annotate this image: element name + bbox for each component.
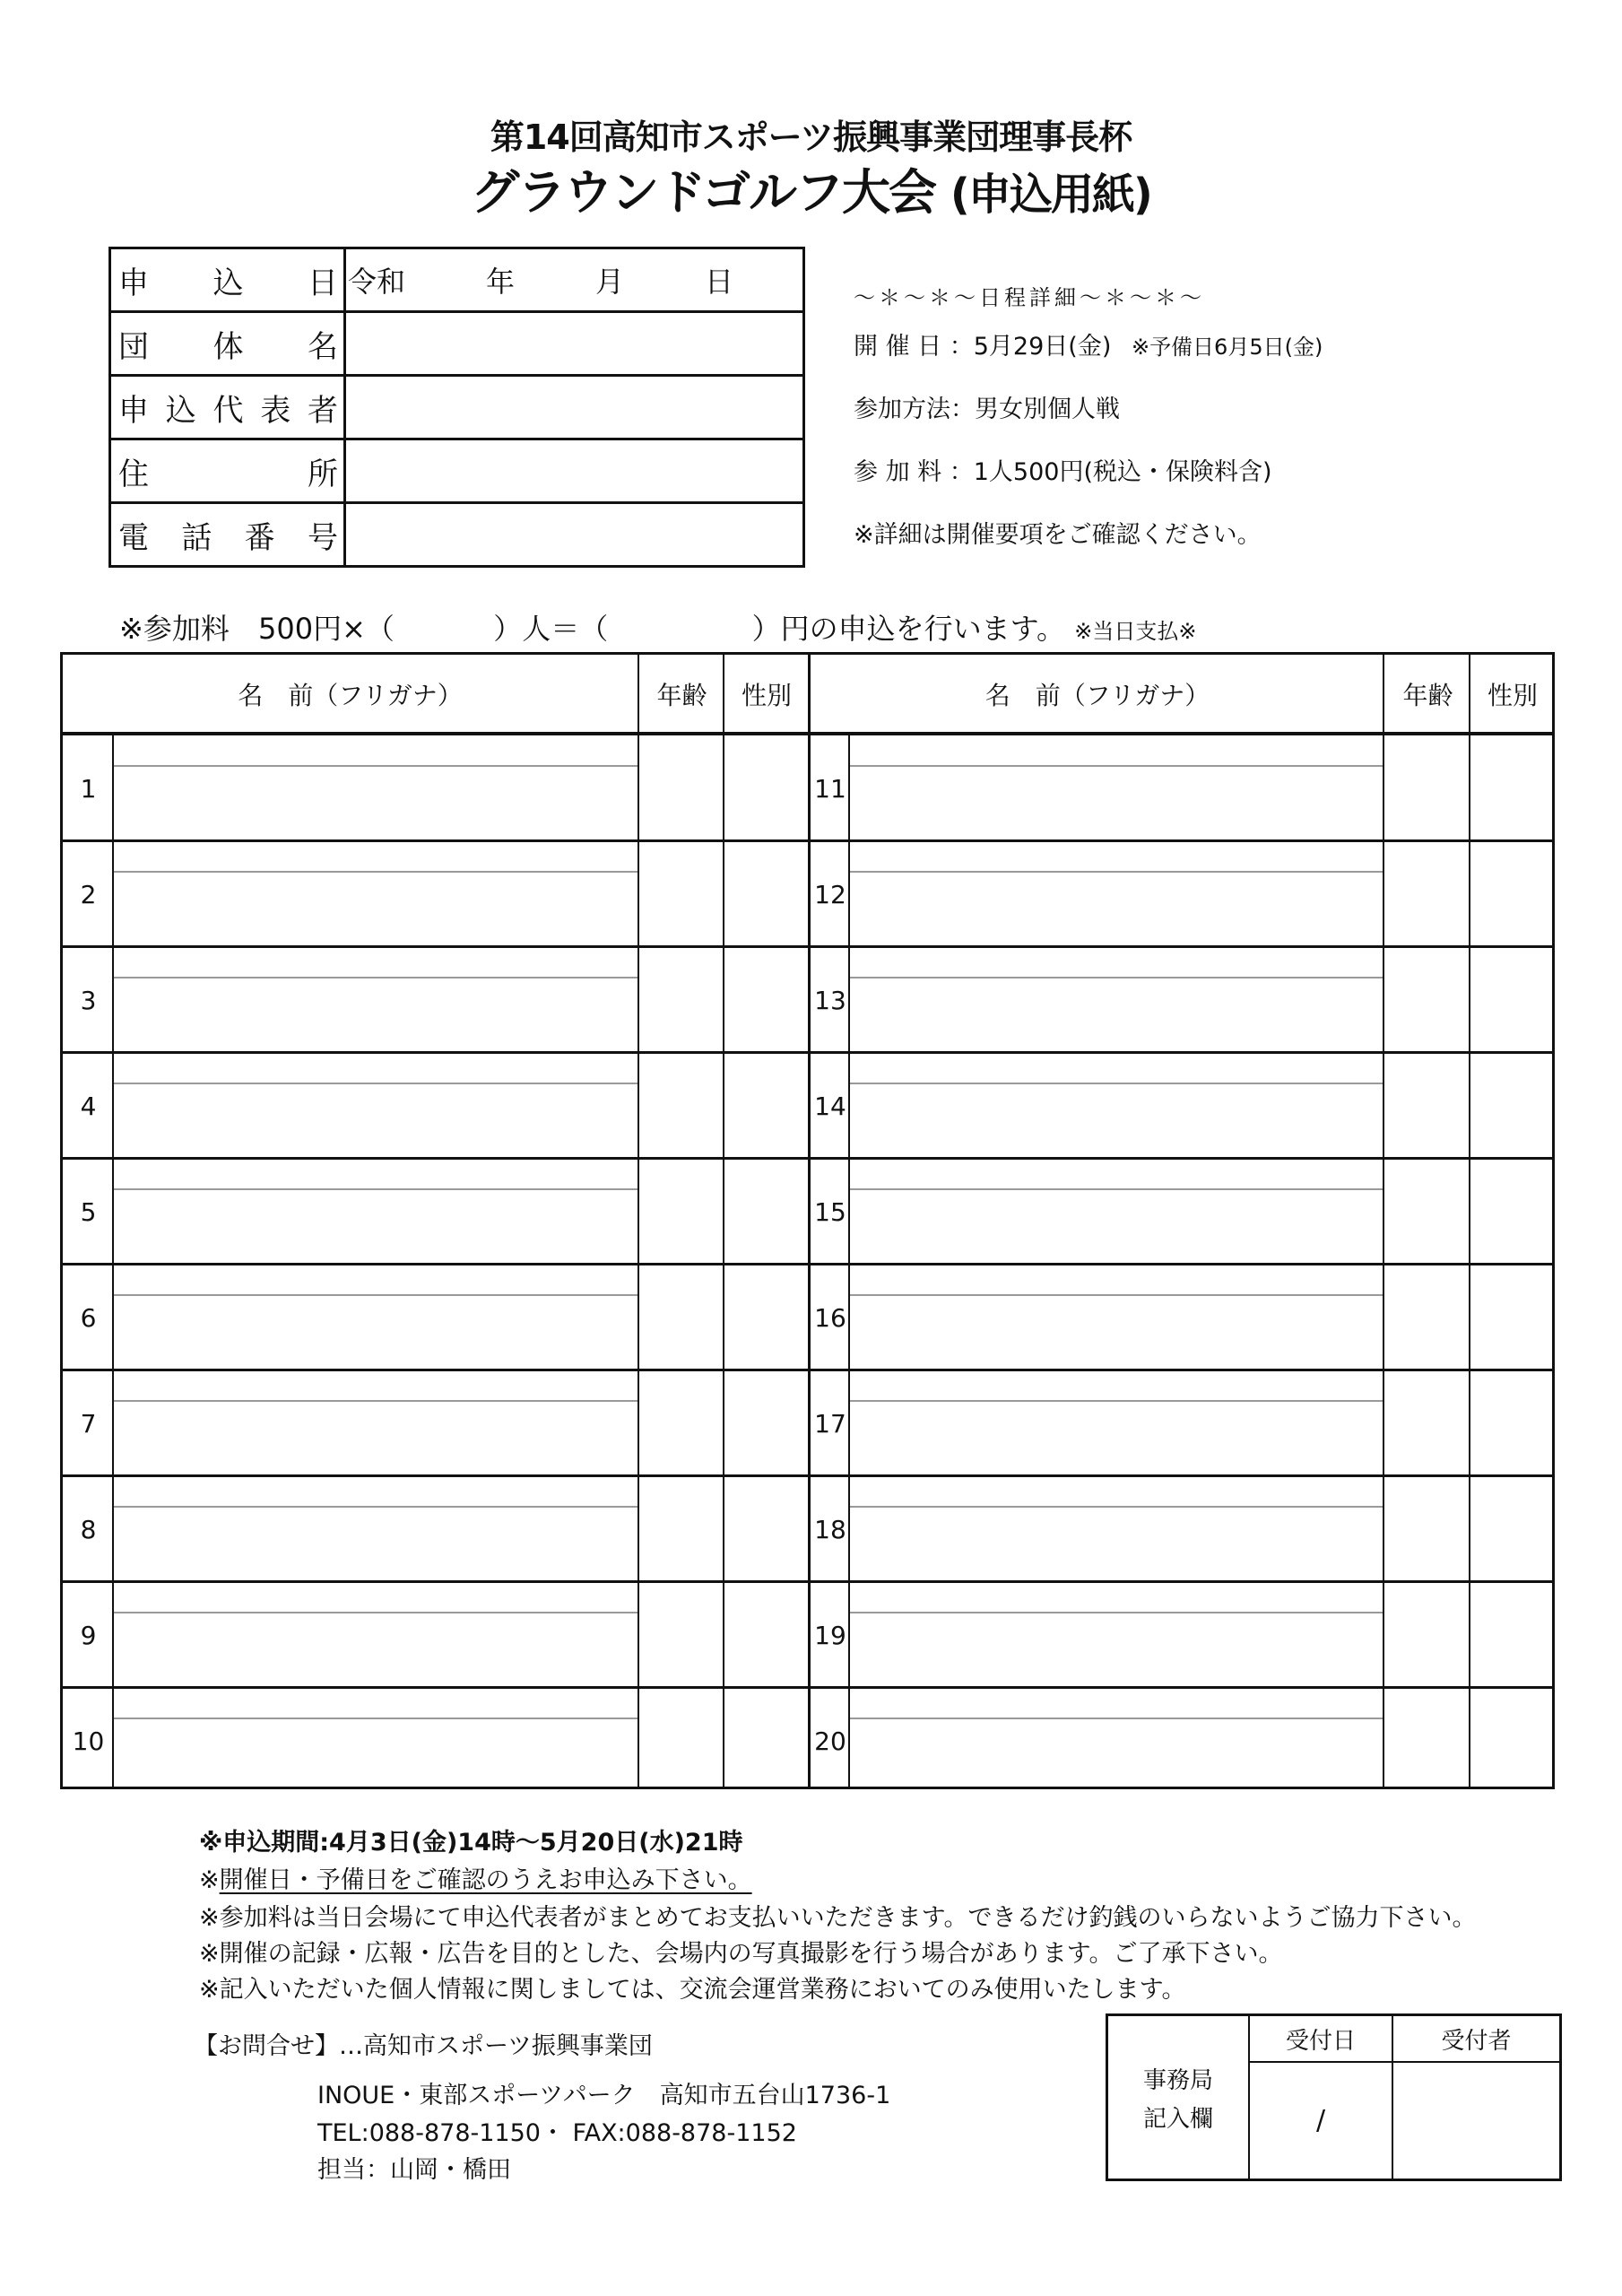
- note-privacy: ※記入いただいた個人情報に関しましては、交流会運営業務においてのみ使用いたします。: [199, 1976, 1186, 2004]
- row-number: 19: [814, 1620, 846, 1650]
- label-char: 名: [308, 328, 338, 365]
- group-name-field[interactable]: [346, 313, 802, 374]
- header-name-left: 名 前（フリガナ）: [238, 680, 463, 710]
- name-field-10[interactable]: [114, 1688, 638, 1791]
- event-date: 開 催 日 ：5月29日(金): [854, 333, 1112, 361]
- name-field-20[interactable]: [850, 1688, 1383, 1791]
- note-photo: ※開催の記録・広報・広告を目的とした、会場内の写真撮影を行う場合があります。ご了承下さい。: [199, 1940, 1283, 1968]
- age-field-19[interactable]: [1384, 1582, 1469, 1685]
- month-label: 月: [595, 265, 625, 299]
- fee-label: ※参加料: [119, 612, 230, 646]
- label-group-name: [111, 313, 346, 374]
- office-label-line1: 事務局: [1142, 2066, 1213, 2094]
- sex-field-10[interactable]: [724, 1688, 808, 1791]
- name-field-6[interactable]: [114, 1265, 638, 1368]
- age-field-2[interactable]: [639, 841, 723, 944]
- row-number: 4: [80, 1091, 97, 1121]
- label-char: 団: [118, 328, 149, 365]
- age-field-9[interactable]: [639, 1582, 723, 1685]
- label-char: 電: [118, 519, 149, 556]
- label-representative: [111, 377, 346, 438]
- table-column-line: [808, 655, 811, 1787]
- label-char: 号: [307, 519, 338, 556]
- name-field-7[interactable]: [114, 1370, 638, 1474]
- label-address: [111, 440, 346, 501]
- sex-field-13[interactable]: [1470, 947, 1555, 1050]
- row-address: [111, 438, 802, 501]
- fee-unit: 500円×（: [258, 612, 395, 646]
- label-char: 話: [181, 519, 213, 556]
- note-mark: ※: [199, 1866, 220, 1894]
- sex-field-15[interactable]: [1470, 1159, 1555, 1262]
- row-number: 7: [80, 1408, 97, 1439]
- row-number: 20: [814, 1726, 846, 1756]
- representative-field[interactable]: [346, 377, 802, 438]
- office-use-box: [1106, 2013, 1562, 2181]
- label-char: 表: [260, 392, 291, 429]
- age-field-6[interactable]: [639, 1265, 723, 1368]
- office-label: [1108, 2016, 1248, 2179]
- age-field-1[interactable]: [639, 735, 723, 839]
- sex-field-1[interactable]: [724, 735, 808, 839]
- sex-field-7[interactable]: [724, 1370, 808, 1474]
- header-sex-right: 性別: [1487, 680, 1538, 710]
- phone-field[interactable]: [346, 504, 802, 565]
- title-line2: [0, 154, 1622, 223]
- sex-field-8[interactable]: [724, 1476, 808, 1579]
- label-char: 申: [118, 265, 149, 301]
- age-field-18[interactable]: [1384, 1476, 1469, 1579]
- sex-field-18[interactable]: [1470, 1476, 1555, 1579]
- name-field-17[interactable]: [850, 1370, 1383, 1474]
- label-application-date: [111, 249, 346, 310]
- day-label: 日: [705, 265, 734, 299]
- age-field-4[interactable]: [639, 1053, 723, 1156]
- sex-field-17[interactable]: [1470, 1370, 1555, 1474]
- title-line1: 第14回高知市スポーツ振興事業団理事長杯: [490, 117, 1132, 157]
- contact-phone: TEL:088-878-1150・ FAX:088-878-1152: [317, 2119, 797, 2147]
- name-field-2[interactable]: [114, 841, 638, 944]
- name-field-15[interactable]: [850, 1159, 1383, 1262]
- label-char: 日: [308, 265, 338, 301]
- name-field-8[interactable]: [114, 1476, 638, 1579]
- row-number: 13: [814, 985, 846, 1015]
- row-number: 1: [80, 773, 97, 804]
- header-sex-left: 性別: [741, 680, 792, 710]
- sex-field-3[interactable]: [724, 947, 808, 1050]
- row-number: 16: [814, 1302, 846, 1333]
- office-col-date: 受付日: [1285, 2027, 1356, 2055]
- office-date-field[interactable]: /: [1315, 2105, 1326, 2136]
- age-field-13[interactable]: [1384, 947, 1469, 1050]
- sex-field-6[interactable]: [724, 1265, 808, 1368]
- age-field-12[interactable]: [1384, 841, 1469, 944]
- name-field-3[interactable]: [114, 947, 638, 1050]
- schedule-note: ※詳細は開催要項をご確認ください。: [854, 521, 1262, 549]
- age-field-17[interactable]: [1384, 1370, 1469, 1474]
- age-field-5[interactable]: [639, 1159, 723, 1262]
- fee-line: [119, 606, 1196, 648]
- name-field-16[interactable]: [850, 1265, 1383, 1368]
- contact-staff: 担当：山岡・橋田: [317, 2156, 511, 2184]
- fee-tail: ）円の申込を行います。: [751, 612, 1066, 646]
- age-field-14[interactable]: [1384, 1053, 1469, 1156]
- age-field-16[interactable]: [1384, 1265, 1469, 1368]
- name-field-5[interactable]: [114, 1159, 638, 1262]
- label-char: 代: [213, 392, 244, 429]
- label-char: 込: [165, 392, 196, 429]
- row-number: 17: [814, 1408, 846, 1439]
- age-field-8[interactable]: [639, 1476, 723, 1579]
- row-number: 15: [814, 1196, 846, 1227]
- row-application-date: [111, 249, 802, 310]
- name-field-9[interactable]: [114, 1582, 638, 1685]
- note-period: ※申込期間:4月3日(金)14時～5月20日(水)21時: [199, 1829, 743, 1857]
- schedule-date: [854, 326, 1323, 361]
- year-label: 年: [486, 265, 516, 299]
- row-number: 9: [80, 1620, 97, 1650]
- age-field-11[interactable]: [1384, 735, 1469, 839]
- application-date-field[interactable]: [346, 249, 802, 310]
- name-field-11[interactable]: [850, 735, 1383, 839]
- name-field-13[interactable]: [850, 947, 1383, 1050]
- age-field-15[interactable]: [1384, 1159, 1469, 1262]
- fee-equals: ）人＝（: [493, 612, 609, 646]
- age-field-3[interactable]: [639, 947, 723, 1050]
- sex-field-11[interactable]: [1470, 735, 1555, 839]
- schedule-heading: ～＊～＊～日程詳細～＊～＊～: [854, 285, 1205, 310]
- label-phone: [111, 504, 346, 565]
- entry-table: [60, 652, 1555, 1789]
- row-number: 14: [814, 1091, 846, 1121]
- sex-field-14[interactable]: [1470, 1053, 1555, 1156]
- applicant-info-table: [108, 247, 805, 568]
- note-confirm: [199, 1860, 752, 1895]
- label-char: 込: [213, 265, 244, 301]
- age-field-7[interactable]: [639, 1370, 723, 1474]
- label-char: 者: [308, 392, 338, 429]
- office-person-field[interactable]: [1393, 2063, 1559, 2179]
- label-char: 体: [213, 328, 244, 365]
- reserve-date: ※予備日6月5日(金): [1131, 335, 1323, 360]
- pay-on-day-note: ※当日支払※: [1074, 619, 1197, 644]
- sex-field-16[interactable]: [1470, 1265, 1555, 1368]
- office-col-person: 受付者: [1441, 2027, 1512, 2055]
- row-number: 5: [80, 1196, 97, 1227]
- row-representative: [111, 374, 802, 438]
- sex-field-4[interactable]: [724, 1053, 808, 1156]
- name-field-12[interactable]: [850, 841, 1383, 944]
- header-age-left: 年齢: [656, 680, 707, 710]
- name-field-19[interactable]: [850, 1582, 1383, 1685]
- label-char: 住: [118, 456, 149, 492]
- sex-field-2[interactable]: [724, 841, 808, 944]
- row-number: 3: [80, 985, 97, 1015]
- title-sub: (申込用紙): [950, 170, 1151, 220]
- contact-heading: 【お問合せ】…高知市スポーツ振興事業団: [194, 2032, 653, 2060]
- name-field-14[interactable]: [850, 1053, 1383, 1156]
- label-char: 所: [308, 456, 338, 492]
- age-field-10[interactable]: [639, 1688, 723, 1791]
- sex-field-19[interactable]: [1470, 1582, 1555, 1685]
- sex-field-5[interactable]: [724, 1159, 808, 1262]
- header-age-right: 年齢: [1402, 680, 1453, 710]
- schedule-fee: 参 加 料 ：1人500円(税込・保険料含): [854, 458, 1272, 486]
- era-label: 令和: [348, 265, 406, 299]
- row-number: 11: [814, 773, 846, 804]
- sex-field-12[interactable]: [1470, 841, 1555, 944]
- header-name-right: 名 前（フリガナ）: [984, 680, 1210, 710]
- name-field-1[interactable]: [114, 735, 638, 839]
- row-number: 12: [814, 879, 846, 909]
- office-label-line2: 記入欄: [1142, 2105, 1213, 2133]
- schedule-method: 参加方法：男女別個人戦: [854, 396, 1120, 423]
- row-group-name: [111, 310, 802, 374]
- sex-field-20[interactable]: [1470, 1688, 1555, 1791]
- label-char: 申: [118, 392, 149, 429]
- note-payment: ※参加料は当日会場にて申込代表者がまとめてお支払いいただきます。できるだけ釣銭のいらないようご協力下さい。: [199, 1904, 1477, 1932]
- age-field-20[interactable]: [1384, 1688, 1469, 1791]
- name-field-18[interactable]: [850, 1476, 1383, 1579]
- name-field-4[interactable]: [114, 1053, 638, 1156]
- address-field[interactable]: [346, 440, 802, 501]
- row-phone: [111, 501, 802, 565]
- row-number: 2: [80, 879, 97, 909]
- row-number: 10: [72, 1726, 105, 1756]
- row-number: 18: [814, 1514, 846, 1544]
- note-confirm-text: 開催日・予備日をご確認のうえお申込み下さい。: [219, 1866, 752, 1894]
- row-number: 6: [80, 1302, 97, 1333]
- label-char: 番: [244, 519, 275, 556]
- row-number: 8: [80, 1514, 97, 1544]
- title-main: グラウンドゴルフ大会: [471, 164, 936, 221]
- sex-field-9[interactable]: [724, 1582, 808, 1685]
- contact-address: INOUE・東部スポーツパーク 高知市五台山1736-1: [317, 2082, 891, 2109]
